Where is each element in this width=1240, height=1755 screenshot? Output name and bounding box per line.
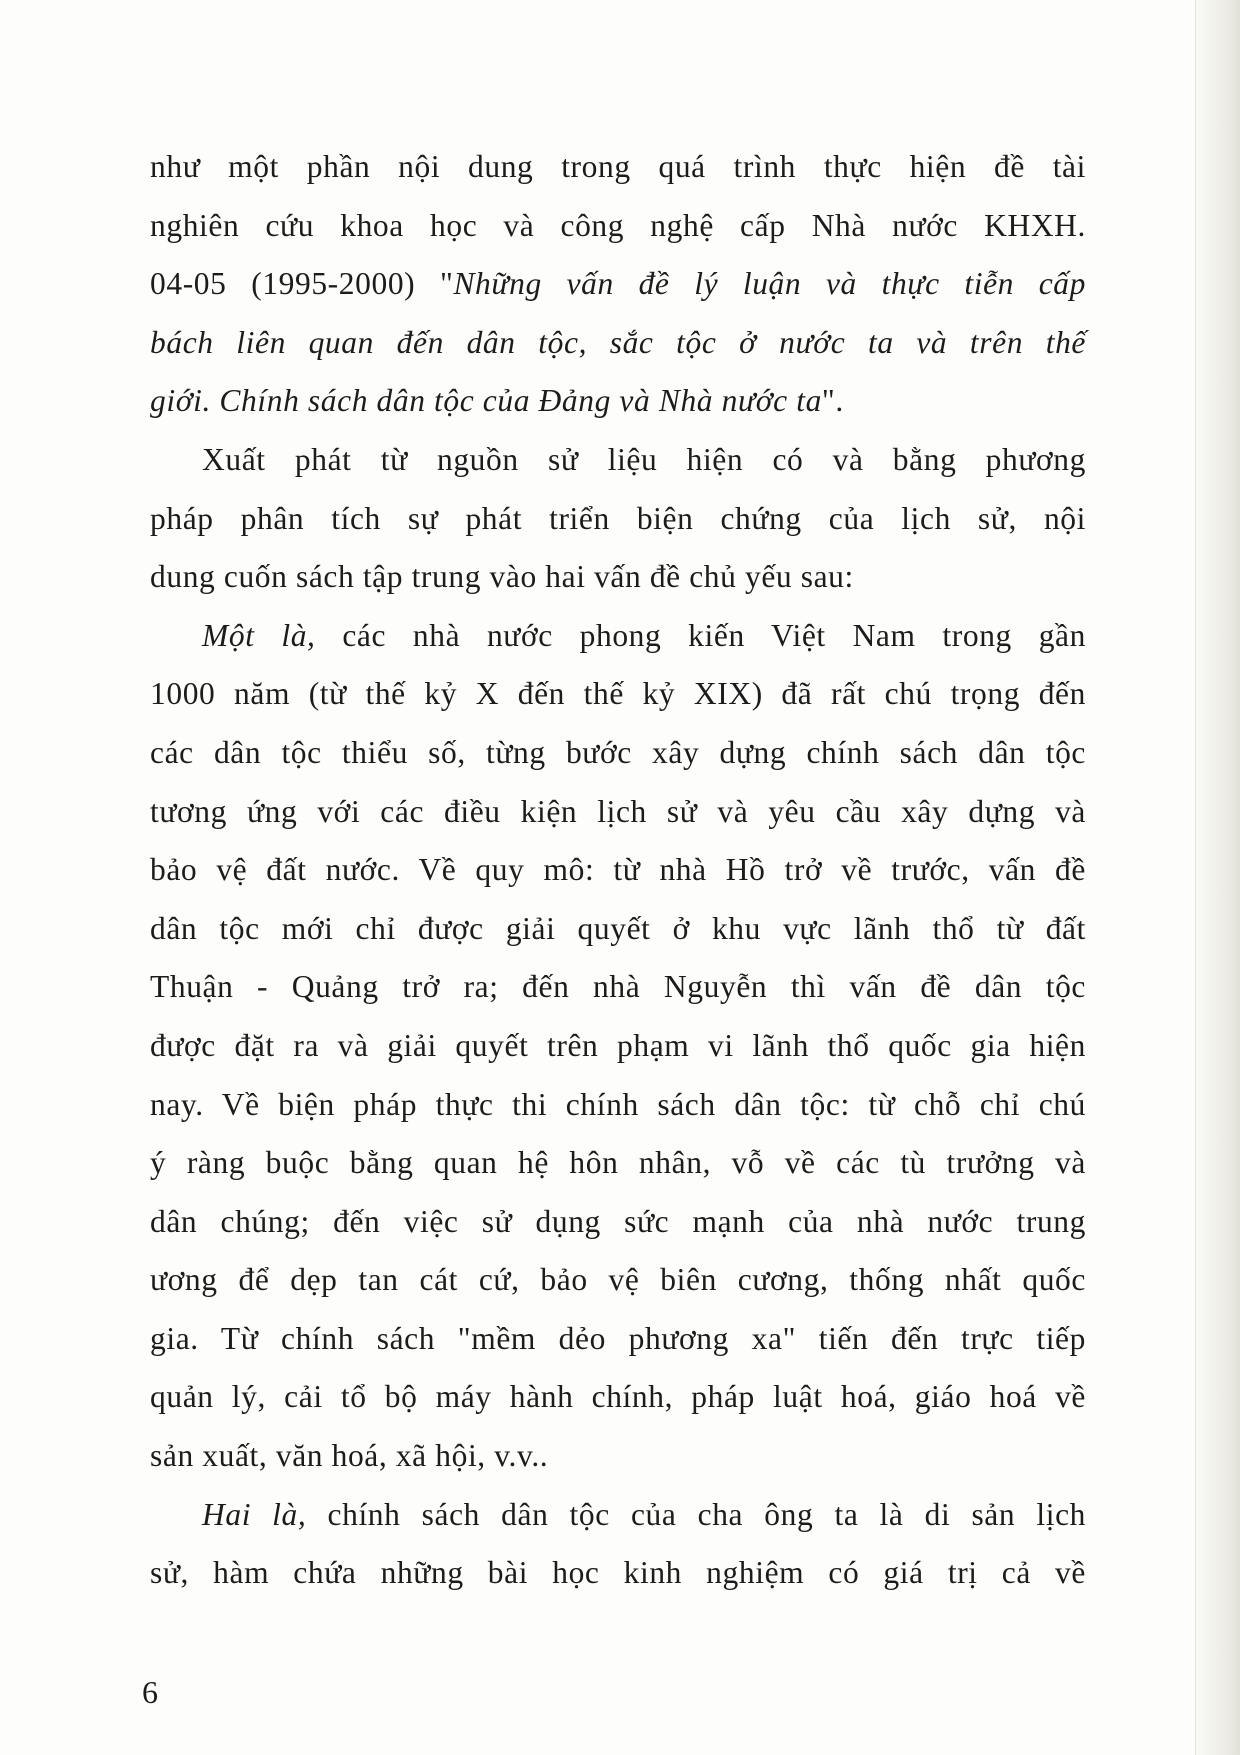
text-span: được đặt ra và giải quyết trên phạm vi lãnh thổ quốc gia hiện (150, 1027, 1086, 1063)
paragraph-2 (150, 431, 1086, 607)
paragraph-4 (150, 1486, 1086, 1603)
page-body (150, 138, 1086, 1603)
text-span: pháp phân tích sự phát triển biện chứng của lịch sử, nội (150, 500, 1086, 536)
text-line (150, 1544, 1086, 1603)
text-span: chính sách dân tộc của cha ông ta là di sản lịch (306, 1496, 1087, 1532)
text-span: nay. Về biện pháp thực thi chính sách dân tộc: từ chỗ chỉ chú (150, 1086, 1086, 1122)
text-line (150, 900, 1086, 959)
italic-lead: Hai là, (202, 1496, 307, 1532)
text-line (150, 783, 1086, 842)
text-span: dân chúng; đến việc sử dụng sức mạnh của nhà nước trung (150, 1203, 1086, 1239)
text-line (150, 197, 1086, 256)
text-span: nghiên cứu khoa học và công nghệ cấp Nhà nước KHXH. (150, 207, 1086, 243)
text-line (150, 1193, 1086, 1252)
text-line (150, 665, 1086, 724)
text-span: sản xuất, văn hoá, xã hội, v.v.. (150, 1438, 549, 1474)
text-line (150, 314, 1086, 373)
text-span: Xuất phát từ nguồn sử liệu hiện có và bằng phương (202, 441, 1086, 477)
text-line (150, 1251, 1086, 1310)
text-span: dân tộc mới chỉ được giải quyết ở khu vực lãnh thổ từ đất (150, 910, 1086, 946)
text-line (150, 607, 1086, 666)
text-span: sử, hàm chứa những bài học kinh nghiệm có giá trị cả về (150, 1555, 1086, 1591)
text-line (150, 1368, 1086, 1427)
text-span: bảo vệ đất nước. Về quy mô: từ nhà Hồ trở về trước, vấn đề (150, 852, 1086, 888)
text-span: quản lý, cải tổ bộ máy hành chính, pháp luật hoá, giáo hoá về (150, 1379, 1086, 1415)
text-line (150, 724, 1086, 783)
text-line (150, 138, 1086, 197)
italic-title: Những vấn đề lý luận và thực tiễn cấp (453, 266, 1086, 302)
text-span: 1000 năm (từ thế kỷ X đến thế kỷ XIX) đã rất chú trọng đến (150, 676, 1086, 712)
page-number: 6 (142, 1674, 158, 1710)
text-span: dung cuốn sách tập trung vào hai vấn đề chủ yếu sau: (150, 559, 854, 595)
text-span: Thuận - Quảng trở ra; đến nhà Nguyễn thì vấn đề dân tộc (150, 969, 1086, 1005)
text-line (150, 958, 1086, 1017)
italic-title: bách liên quan đến dân tộc, sắc tộc ở nước ta và trên thế (150, 324, 1086, 360)
text-line (150, 255, 1086, 314)
text-line (150, 490, 1086, 549)
text-span: ". (821, 383, 844, 419)
text-line (150, 1427, 1086, 1486)
text-line (150, 841, 1086, 900)
text-line (150, 1017, 1086, 1076)
text-span: gia. Từ chính sách "mềm dẻo phương xa" tiến đến trực tiếp (150, 1320, 1086, 1356)
italic-lead: Một là, (202, 617, 316, 653)
text-line (150, 548, 1086, 607)
text-span: tương ứng với các điều kiện lịch sử và yêu cầu xây dựng và (150, 793, 1086, 829)
text-line (150, 372, 1086, 431)
text-line (150, 1310, 1086, 1369)
text-span: các nhà nước phong kiến Việt Nam trong gần (315, 617, 1086, 653)
text-line (150, 1134, 1086, 1193)
italic-title: giới. Chính sách dân tộc của Đảng và Nhà nước ta (150, 383, 822, 419)
text-span: như một phần nội dung trong quá trình thực hiện đề tài (150, 149, 1086, 184)
paragraph-3 (150, 607, 1086, 1486)
text-span: các dân tộc thiểu số, từng bước xây dựng chính sách dân tộc (150, 734, 1086, 770)
paragraph-1 (150, 138, 1086, 431)
text-span: 04-05 (1995-2000) " (150, 266, 454, 302)
text-line (150, 1486, 1086, 1545)
text-span: ý ràng buộc bằng quan hệ hôn nhân, vỗ về các tù trưởng và (150, 1145, 1086, 1181)
text-line (150, 1076, 1086, 1135)
text-span: ương để dẹp tan cát cứ, bảo vệ biên cương, thống nhất quốc (150, 1262, 1086, 1298)
page-edge-shadow (1195, 0, 1240, 1755)
text-line (150, 431, 1086, 490)
